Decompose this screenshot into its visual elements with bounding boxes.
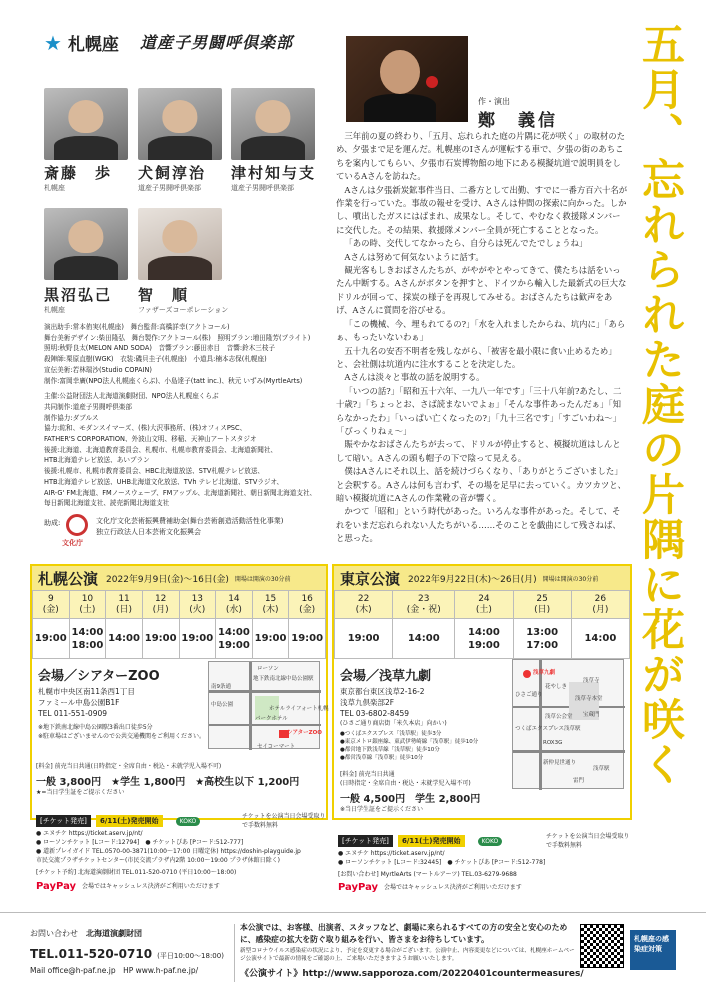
time-cell: 14:00 18:00	[69, 619, 106, 659]
cast-photo-kuronuma	[44, 208, 128, 280]
ticket-date: 6/11(土)発売開始	[96, 815, 163, 827]
tokyo-address: 東京都台東区浅草2-16-2 浅草九倶楽部2F TEL 03-6802-8459 (ひさご通り商店街「米久本店」向かい)	[340, 687, 447, 727]
paypay-note: 会場ではキャッシュレス決済がご利用いただけます	[82, 883, 220, 890]
cast-photo-tsumura	[231, 88, 315, 160]
ticket-label: [チケット発売]	[338, 835, 393, 847]
cast-affiliation: 道産子男闘呼倶楽部	[138, 184, 201, 192]
credit-line: 舞台美術デザイン:柴田隆弘 舞台製作:アクトコール(株) 照明プラン:増田隆芳(プライト)	[44, 333, 311, 342]
grant-org: 文化庁	[62, 539, 83, 547]
grant-label: 助成:	[44, 519, 61, 527]
story-paragraph: Aさんは淡々と事故の話を説明する。	[344, 372, 485, 383]
sapporo-address: 札幌市中央区南11条西1丁目 ファミール中島公園B1F TEL 011-551-0909	[38, 687, 135, 718]
sapporo-fees	[36, 762, 326, 797]
story-paragraph: Aさんは努めて何気ないように話す。	[344, 251, 484, 262]
kokoruto-logo-icon: KOKO	[478, 837, 503, 846]
cast-affiliation: ファザーズコーポレーション	[138, 306, 229, 314]
outlet: ● 道新プレイガイド TEL.0570-00-3871(10:00～17:00 日曜定休) https://doshin-playguide.jp	[36, 848, 301, 855]
story-paragraph: 賑やかなおばさんたちが去って、ドリルが停止すると、模擬坑道はしんとして暗い。Aさんの頭も帽子の下で陰って見える。	[336, 439, 621, 463]
fee-values: 一般 4,500円 学生 2,800円	[340, 794, 481, 805]
qr-code-icon[interactable]	[580, 924, 624, 968]
ticket-reserve: [チケット予約] 北海道演劇財団 TEL.011-520-0710 (平日10:00～18:00)	[36, 869, 237, 876]
tokyo-map: 浅草九劇 花やしき 浅草寺 浅草公会堂 宝蔵門 浅草寺本堂 ひさご通り つくばエクスプレス浅草駅 ROX3G 新仲見世通り 浅草駅 雷門	[512, 659, 624, 789]
time-cell: 19:00	[289, 619, 326, 659]
time-cell: 19:00	[33, 619, 70, 659]
outlet: ● エヌチケ https://ticket.aserv.jp/nt/	[338, 850, 445, 857]
cast-card	[44, 162, 134, 193]
tokyo-note: 開場は開演の30分前	[542, 575, 599, 583]
sapporo-venue: 会場／シアターZOO	[38, 669, 160, 684]
qr-label: 札幌座の感染症対策	[630, 930, 676, 970]
outlet: 市民交流プラザチケットセンター(市民交流プラザ内2階 10:00～19:00 プラザ休館日除く)	[36, 857, 280, 864]
sapporoza-logo-text: 札幌座	[67, 35, 119, 55]
notice-text: 本公演では、お客様、出演者、スタッフなど、劇場に来られるすべての方の安全と安心のために、感染症の拡大を防ぐ取り組みを行い、皆さまをお待ちしています。	[240, 923, 568, 944]
sapporo-table	[32, 590, 326, 659]
credits	[44, 322, 329, 509]
play-title: 五月、忘れられた庭の片隅に花が咲く	[635, 22, 685, 787]
credit-line: 照明:秋野良太(MELON AND SODA) 音響プラン:藤田赤目 音響:鈴木三枝子	[44, 344, 276, 353]
site-url[interactable]: http://www.sapporoza.com/20220401countermeasures/	[302, 969, 584, 979]
bunkacho-logo-icon	[66, 514, 88, 536]
site-label: 《公演サイト》	[240, 969, 303, 979]
day-cell: 12 (月)	[142, 591, 179, 619]
time-cell: 14:00 19:00	[455, 619, 513, 659]
footer-tel: TEL.011-520-0710	[30, 947, 153, 961]
ticket-label: [チケット発売]	[36, 815, 91, 827]
credit-line: 殺陣師:栗原直樹(WGK) 衣装:磯貝圭子(札幌座) 小道具:楠本志保(札幌座)	[44, 355, 267, 364]
cast-card	[231, 162, 326, 193]
credit-line: 宣伝美術:若林瑞沙(Studio COPAIN)	[44, 365, 152, 374]
day-cell: 9 (金)	[33, 591, 70, 619]
cast-affiliation: 札幌座	[44, 306, 65, 314]
credit-line: 後援:札幌市、札幌市教育委員会、HBC北海道放送、STV札幌テレビ放送、	[44, 467, 265, 476]
author-role: 作・演出	[478, 97, 510, 106]
time-cell: 14:00	[106, 619, 143, 659]
credit-line: 毎日新聞北海道支社、読売新聞北海道支社	[44, 499, 170, 508]
time-cell: 19:00	[252, 619, 289, 659]
fee-note: ※当日学生証をご提示ください	[340, 806, 424, 813]
credit-line: AIR-G' FM北海道、FMノースウェーブ、FMアップル、北海道新聞社、朝日新聞北海道支社、	[44, 488, 317, 497]
credit-line: 演出助手:常本侑実(札幌座) 舞台監督:高橋詳幸(アクトコール)	[44, 323, 230, 331]
footer-label: お問い合わせ	[30, 929, 78, 938]
sapporo-city: 札幌公演	[38, 569, 99, 588]
footer-notice	[240, 922, 584, 979]
day-cell: 24 (土)	[455, 591, 513, 619]
paypay-note: 会場ではキャッシュレス決済がご利用いただけます	[384, 884, 522, 891]
cast-name: 黒沼弘己	[44, 286, 113, 304]
day-cell: 16 (金)	[289, 591, 326, 619]
outlet: ● エヌチケ https://ticket.aserv.jp/nt/	[36, 830, 143, 837]
credit-line: 後援:北海道、北海道教育委員会、札幌市、札幌市教育委員会、北海道新聞社、	[44, 445, 278, 454]
day-cell: 25 (日)	[513, 591, 571, 619]
story-paragraph: かつて「昭和」という時代があった。いろんな事件があった。そして、それをいまだ忘れられない人たちがいる……そのことを戯曲にして残さねば、と思った。	[336, 506, 621, 544]
credit-line: 制作協力:ダブルス	[44, 413, 99, 422]
kokoruto-note: チケットを公演当日会場受取りで手数料無料	[546, 833, 630, 849]
day-cell: 13 (火)	[179, 591, 216, 619]
time-cell: 19:00	[179, 619, 216, 659]
cast-photo-inukai	[138, 88, 222, 160]
ticket-date: 6/11(土)発売開始	[398, 835, 465, 847]
sapporo-note: 開場は開演の30分前	[234, 575, 291, 583]
credit-line: HTB北海道テレビ放送、UHB北海道文化放送、TVh テレビ北海道、STVラジオ、	[44, 477, 284, 486]
grant-line: 独立行政法人日本芸術文化振興会	[96, 528, 201, 536]
story-paragraph: 三年前の夏の終わり、「五月、忘れられた庭の片隅に花が咲く」の取材のため、夕張まで足を運んだ。札幌座のIさんが運転する車で、夕張の街のあちこちを案内してもらい、夕張市石炭博物館の地下にある模擬坑道で説明員をしているAさんを訪ねた。	[336, 131, 625, 182]
grant-text	[96, 516, 283, 538]
story-paragraph: 観光客もしきおばさんたちが、がやがやとやってきて、僕たちは話をいったん中断する。Aさんがボタンを押すと、ドイツから輸入した最新式の巨大なドリルが回って、採炭の様子を再現してみせる。おばさんたちは歓声をあげ、Aさんに質問を浴びせる。	[336, 265, 627, 316]
day-cell: 23 (金・祝)	[393, 591, 455, 619]
outlet: ● ローソンチケット [Lコード:32445] ● チケットぴあ [Pコード:512-778]	[338, 859, 546, 866]
cast-name: 犬飼淳治	[138, 164, 207, 182]
outlet: ● ローソンチケット [Lコード:12794] ● チケットぴあ [Pコード:512-777]	[36, 839, 244, 846]
sapporo-access: ※地下鉄南北線中島公園駅3番出口徒歩5分 ※駐車場はございませんので公共交通機関をご利用ください。	[38, 724, 206, 740]
fee-title: [料金] 前売当日共通(日時指定・全席自由・税込・未就学児入場不可)	[36, 763, 222, 770]
story-paragraph: Aさんは夕張新炭鉱事件当日、二番方として出勤、すでに一番方百六十名が作業を行っていた。事故の報せを受け、Aさんは仲間の探索に向かった。しかし、噴出したガスにはばまれ、成果なし。そして、やむなく救援隊メンバーに交代した。その結果、救援隊メンバー全員が死亡することとなった。	[336, 184, 628, 235]
story-text	[336, 130, 628, 546]
story-paragraph: 五十九名の安否不明者を残しながら、「被害を最小限に食い止めるため」と、会社側は坑道内に注水することを決定した。	[336, 345, 617, 369]
credit-line: 制作:富岡幸廣(NPO法人札幌座くらぶ)、小島達子(tatt inc.)、秋元 いずみ(MyrtleArts)	[44, 376, 303, 385]
star-icon: ★	[44, 30, 62, 55]
time-cell: 19:00	[142, 619, 179, 659]
sapporo-dates: 2022年9月9日(金)～16日(金)	[106, 574, 229, 585]
tokyo-venue: 会場／浅草九劇	[340, 669, 432, 684]
cast-name: 智 順	[138, 286, 190, 304]
story-paragraph: 「あの時、交代してなかったら、自分らは死んでたでしょうね」	[344, 238, 588, 249]
footer-contact	[30, 928, 230, 976]
story-paragraph: 「この機械、今、埋もれてるの?」「水を入れましたからね、坑内に」「あらぁ、もったいないわぁ」	[336, 318, 626, 343]
cast-card	[138, 162, 233, 193]
credit-line: HTB北海道テレビ放送、あいプラン	[44, 456, 150, 465]
author-photo	[346, 36, 468, 122]
time-cell: 14:00 19:00	[216, 619, 253, 659]
sapporoza-logo	[44, 30, 119, 55]
time-cell: 14:00	[393, 619, 455, 659]
cast-photo-saito	[44, 88, 128, 160]
notice-small: 新型コロナウイルス感染症の状況により、予定を変更する場合がございます。公演中止、内容変更などについては、札幌座ホームページ公演サイトで最新の情報をご確認の上、ご来場いただきますようお願いいたします。	[240, 948, 575, 962]
fee-note: ★=当日学生証をご提示ください	[36, 789, 125, 796]
paypay-logo-icon: PayPay	[338, 882, 379, 893]
dosanko-logo: 道産子男闘呼倶楽部	[140, 33, 294, 52]
footer-hours: (平日10:00～18:00)	[157, 952, 224, 960]
tokyo-access: ●つくばエクスプレス「浅草駅」徒歩3分 ●東京メトロ銀座線、東武伊勢崎線「浅草駅」徒歩10分 ●都営地下鉄浅草線「浅草駅」徒歩10分 ●都営浅草線「浅草駅」徒歩10分	[340, 731, 479, 761]
tokyo-header	[334, 566, 630, 590]
credit-line: FATHER'S CORPORATION、外波山文明、移稲、天神山アートスタジオ	[44, 435, 257, 444]
day-cell: 11 (日)	[106, 591, 143, 619]
footer-mail: Mail office@h-paf.ne.jp HP www.h-paf.ne.jp/	[30, 966, 199, 975]
day-cell: 22 (木)	[335, 591, 393, 619]
credit-line: 共同制作:道産子男闘呼倶楽部	[44, 402, 132, 411]
footer-separator	[234, 924, 235, 982]
story-paragraph: 僕はAさんにそれ以上、話を続けづらくなり、「ありがとうございました」と会釈する。Aさんは何も言わず、その場を足早に去っていく。カツカツと、暗い模擬坑道にAさんの作業靴の音が響く。	[336, 466, 626, 503]
fee-values: 一般 3,800円 ★学生 1,800円 ★高校生以下 1,200円	[36, 777, 300, 788]
grant-line: 文化庁文化芸術振興費補助金(舞台芸術創造活動活性化事業)	[96, 517, 284, 525]
time-cell: 13:00 17:00	[513, 619, 571, 659]
paypay-logo-icon: PayPay	[36, 881, 77, 892]
tokyo-table	[334, 590, 630, 659]
sapporo-map: ローソン ホテルライフォート札幌 中島公園 パークホテル セイコーマート シアターZOO 南9条通 地下鉄南北線中島公園駅	[208, 661, 320, 749]
time-cell: 19:00	[335, 619, 393, 659]
cast-photo-chijun	[138, 208, 222, 280]
tokyo-fees	[340, 770, 510, 814]
footer-divider	[0, 912, 706, 913]
cast-name: 津村知与支	[231, 164, 317, 182]
cast-name: 斎藤 歩	[44, 164, 113, 182]
credit-line: 協力:紘和、モダンスイマーズ、(株)大沢事務所、(株)オフィスPSC、	[44, 424, 247, 433]
cast-card	[44, 284, 134, 315]
author-name: 鄭 義信	[478, 111, 558, 131]
tokyo-dates: 2022年9月22日(木)～26日(月)	[408, 574, 537, 585]
sapporo-header	[32, 566, 326, 590]
day-cell: 14 (水)	[216, 591, 253, 619]
footer-org: 北海道演劇財団	[86, 929, 142, 938]
time-cell: 14:00	[571, 619, 629, 659]
story-paragraph: 「いつの話?」「昭和五十六年、一九八一年です」「三十八年前?あたし、二十歳?」「ちょっとお、さば読まないでよぉ」「そんな事件あったんだぁ」「知らなかったわ」「いっぱい亡くなったの?」「九十三名です」「すごいわね～」「びっくりねぇ～」	[336, 385, 622, 436]
cast-card	[138, 284, 238, 315]
tokyo-inquiry: [お問い合わせ] MyrtleArts (マートルアーツ) TEL.03-6279-9688	[338, 871, 517, 878]
day-cell: 15 (木)	[252, 591, 289, 619]
cast-affiliation: 道産子男闘呼倶楽部	[231, 184, 294, 192]
day-cell: 26 (月)	[571, 591, 629, 619]
fee-title: [料金] 前売当日共通	[340, 771, 395, 778]
kokoruto-logo-icon: KOKO	[176, 817, 201, 826]
credit-line: 主催:公益財団法人北海道演劇財団、NPO法人札幌座くらぶ	[44, 392, 219, 401]
cast-affiliation: 札幌座	[44, 184, 65, 192]
kokoruto-note: チケットを公演当日会場受取りで手数料無料	[242, 813, 326, 829]
fee-subtitle: (日時指定・全席自由・税込・未就学児入場不可)	[340, 780, 471, 787]
day-cell: 10 (土)	[69, 591, 106, 619]
tokyo-city: 東京公演	[340, 569, 401, 588]
